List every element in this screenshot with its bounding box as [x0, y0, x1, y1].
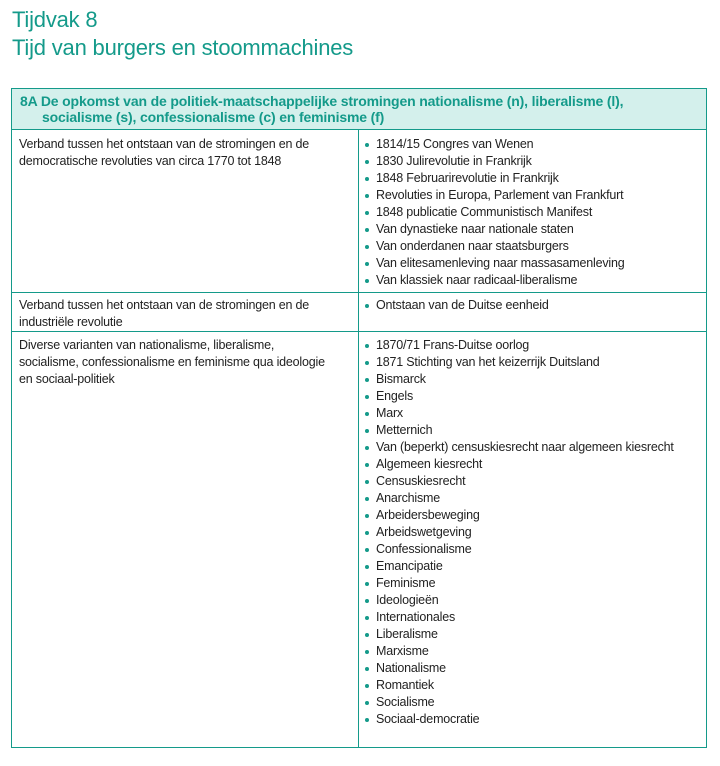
list-item: 1830 Julirevolutie in Frankrijk: [365, 153, 700, 170]
list-item: Van dynastieke naar nationale staten: [365, 221, 700, 238]
section-header-line-2: socialisme (s), confessionalisme (c) en feminisme (f): [42, 109, 385, 125]
list-item: Censuskiesrecht: [365, 473, 700, 490]
bullet-icon: [365, 616, 369, 620]
list-item: Internationales: [365, 609, 700, 626]
table-row-2-description: [19, 297, 349, 331]
list-item: Emancipatie: [365, 558, 700, 575]
page-title: [12, 6, 353, 62]
section-header: [12, 89, 706, 130]
bullet-icon: [365, 718, 369, 722]
content-table: [11, 88, 707, 748]
row-divider-1: [12, 292, 706, 293]
bullet-icon: [365, 395, 369, 399]
list-item: Arbeidswetgeving: [365, 524, 700, 541]
bullet-icon: [365, 211, 369, 215]
bullet-icon: [365, 531, 369, 535]
bullet-icon: [365, 160, 369, 164]
list-item: Sociaal-democratie: [365, 711, 700, 728]
description-line: Diverse varianten van nationalisme, liberalisme,: [19, 338, 275, 352]
list-item: 1814/15 Congres van Wenen: [365, 136, 700, 153]
bullet-icon: [365, 304, 369, 308]
list-item: Confessionalisme: [365, 541, 700, 558]
bullet-icon: [365, 701, 369, 705]
bullet-icon: [365, 344, 369, 348]
list-item: Van klassiek naar radicaal-liberalisme: [365, 272, 700, 289]
bullet-icon: [365, 228, 369, 232]
list-item: Marx: [365, 405, 700, 422]
list-item: Ontstaan van de Duitse eenheid: [365, 297, 700, 314]
description-line: Verband tussen het ontstaan van de stromingen en de: [19, 298, 310, 312]
bullet-icon: [365, 412, 369, 416]
row-divider-2: [12, 331, 706, 332]
list-item: Socialisme: [365, 694, 700, 711]
table-row-1-description: [19, 136, 349, 170]
description-line: socialisme, confessionalisme en feminisme qua ideologie: [19, 355, 325, 369]
bullet-icon: [365, 262, 369, 266]
list-item: Arbeidersbeweging: [365, 507, 700, 524]
list-item: Marxisme: [365, 643, 700, 660]
bullet-icon: [365, 582, 369, 586]
list-item: Ideologieën: [365, 592, 700, 609]
title-line-2: Tijd van burgers en stoommachines: [12, 35, 354, 60]
list-item: Nationalisme: [365, 660, 700, 677]
list-item: Revoluties in Europa, Parlement van Frankfurt: [365, 187, 700, 204]
column-divider: [358, 129, 359, 748]
bullet-icon: [365, 378, 369, 382]
bullet-icon: [365, 446, 369, 450]
list-item: 1848 Februarirevolutie in Frankrijk: [365, 170, 700, 187]
description-line: democratische revoluties van circa 1770 tot 1848: [19, 154, 282, 168]
description-line: Verband tussen het ontstaan van de stromingen en de: [19, 137, 310, 151]
table-row-3-description: [19, 337, 349, 388]
list-item: Feminisme: [365, 575, 700, 592]
bullet-icon: [365, 143, 369, 147]
bullet-icon: [365, 429, 369, 433]
bullet-icon: [365, 480, 369, 484]
bullet-icon: [365, 565, 369, 569]
list-item: Metternich: [365, 422, 700, 439]
list-item: Algemeen kiesrecht: [365, 456, 700, 473]
bullet-icon: [365, 650, 369, 654]
list-item: 1870/71 Frans-Duitse oorlog: [365, 337, 700, 354]
list-item: Anarchisme: [365, 490, 700, 507]
table-row-2-list: [365, 297, 700, 314]
section-header-line-1: 8A De opkomst van de politiek-maatschappelijke stromingen nationalisme (n), liberalisme (l),: [20, 93, 624, 109]
bullet-icon: [365, 361, 369, 365]
bullet-icon: [365, 177, 369, 181]
bullet-icon: [365, 684, 369, 688]
list-item: Bismarck: [365, 371, 700, 388]
bullet-icon: [365, 599, 369, 603]
bullet-icon: [365, 463, 369, 467]
list-item: Engels: [365, 388, 700, 405]
bullet-icon: [365, 194, 369, 198]
bullet-icon: [365, 497, 369, 501]
bullet-icon: [365, 245, 369, 249]
description-line: industriële revolutie: [19, 315, 123, 329]
description-line: en sociaal-politiek: [19, 372, 115, 386]
list-item: Romantiek: [365, 677, 700, 694]
bullet-icon: [365, 667, 369, 671]
list-item: Van onderdanen naar staatsburgers: [365, 238, 700, 255]
list-item: Liberalisme: [365, 626, 700, 643]
bullet-icon: [365, 633, 369, 637]
list-item: 1871 Stichting van het keizerrijk Duitsland: [365, 354, 700, 371]
list-item: 1848 publicatie Communistisch Manifest: [365, 204, 700, 221]
bullet-icon: [365, 279, 369, 283]
bullet-icon: [365, 548, 369, 552]
table-row-3-list: [365, 337, 700, 728]
bullet-icon: [365, 514, 369, 518]
list-item: Van elitesamenleving naar massasamenleving: [365, 255, 700, 272]
title-line-1: Tijdvak 8: [12, 7, 98, 32]
list-item: Van (beperkt) censuskiesrecht naar algemeen kiesrecht: [365, 439, 700, 456]
table-row-1-list: [365, 136, 700, 289]
